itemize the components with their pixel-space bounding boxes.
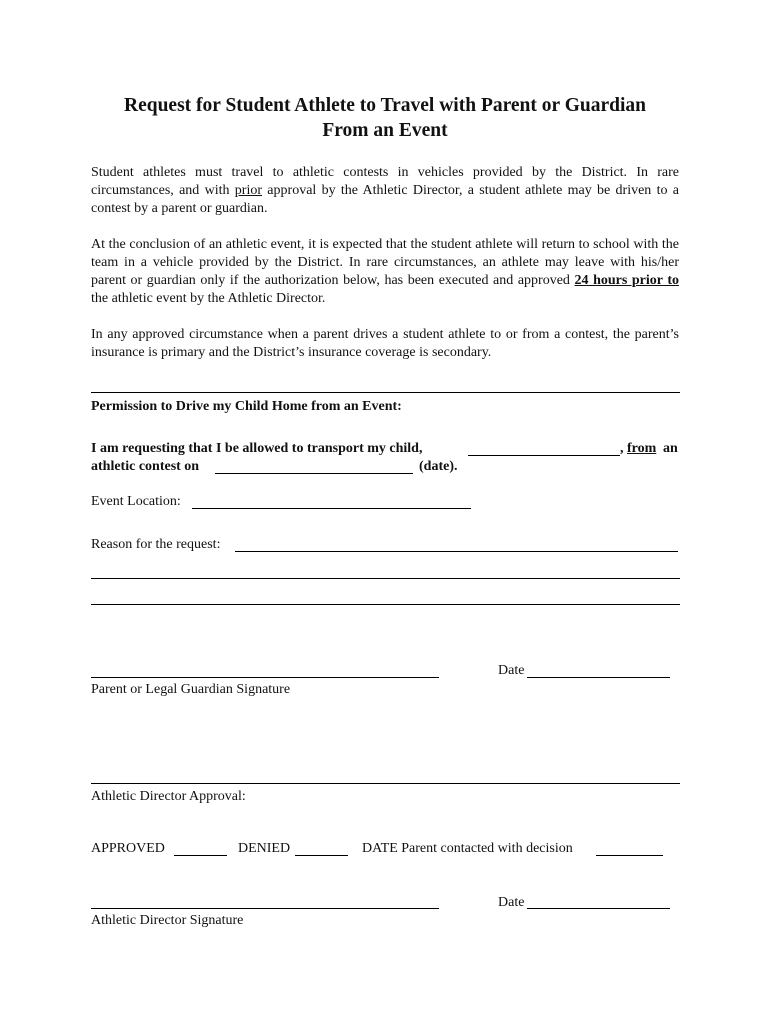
ad-signature-label: Athletic Director Signature: [91, 913, 244, 928]
approval-divider: [91, 783, 680, 784]
parent-date-field[interactable]: [527, 677, 670, 678]
prior-emphasis: prior: [234, 183, 263, 198]
denied-field[interactable]: [295, 855, 348, 856]
policy-paragraph-2: [91, 236, 679, 308]
reason-field-line-3[interactable]: [91, 604, 680, 605]
approved-field[interactable]: [174, 855, 227, 856]
contest-date-field[interactable]: [215, 473, 413, 474]
form-title-line2: From an Event: [322, 120, 448, 141]
24-hours-emphasis: 24 hours prior to: [574, 273, 679, 288]
denied-label: DENIED: [238, 841, 291, 856]
para2-text: At the conclusion of an athletic event, it is expected that the student athlete will return to school with the team in a vehicle provided by the District. In rare circumstances, an athlete may leave with his/her parent or guardian only if the authorization below, has been executed and approved: [91, 237, 679, 288]
policy-paragraph-1: [91, 164, 679, 218]
para1-text: Student athletes must travel to athletic contests in vehicles provided by the District. In rare circumstances, and with: [91, 165, 679, 198]
para2-text-end: the athletic event by the Athletic Director.: [91, 291, 326, 306]
ad-date-label: Date: [498, 895, 525, 910]
parent-date-label: Date: [498, 663, 525, 678]
approved-label: APPROVED: [91, 841, 165, 856]
ad-signature-field[interactable]: [91, 908, 439, 909]
date-contacted-label: DATE Parent contacted with decision: [362, 841, 573, 856]
date-suffix-text: (date).: [419, 459, 458, 474]
approval-heading: Athletic Director Approval:: [91, 789, 246, 804]
reason-field-line-2[interactable]: [91, 578, 680, 579]
ad-date-field[interactable]: [527, 908, 670, 909]
date-contacted-field[interactable]: [596, 855, 663, 856]
form-title-line1: Request for Student Athlete to Travel with Parent or Guardian: [124, 95, 646, 116]
child-name-field[interactable]: [468, 455, 620, 456]
an-text: an: [663, 441, 678, 456]
form-title: [60, 93, 710, 143]
reason-label: Reason for the request:: [91, 537, 221, 552]
from-text: from: [627, 441, 657, 456]
contest-text: athletic contest on: [91, 459, 200, 474]
event-location-field[interactable]: [192, 508, 471, 509]
para1-text-end: approval by the Athletic Director, a student athlete may be driven to a contest by a parent or guardian.: [91, 183, 680, 216]
request-text: I am requesting that I be allowed to transport my child,: [91, 441, 423, 456]
policy-paragraph-3: In any approved circumstance when a parent drives a student athlete to or from a contest, the parent’s insurance is primary and the District’s insurance coverage is secondary.: [91, 327, 679, 360]
reason-field-line-1[interactable]: [235, 551, 678, 552]
comma-text: ,: [620, 441, 624, 456]
section-divider: [91, 392, 680, 393]
event-location-label: Event Location:: [91, 494, 181, 509]
permission-heading: Permission to Drive my Child Home from an Event:: [91, 399, 402, 414]
parent-signature-label: Parent or Legal Guardian Signature: [91, 682, 291, 697]
parent-signature-field[interactable]: [91, 677, 439, 678]
